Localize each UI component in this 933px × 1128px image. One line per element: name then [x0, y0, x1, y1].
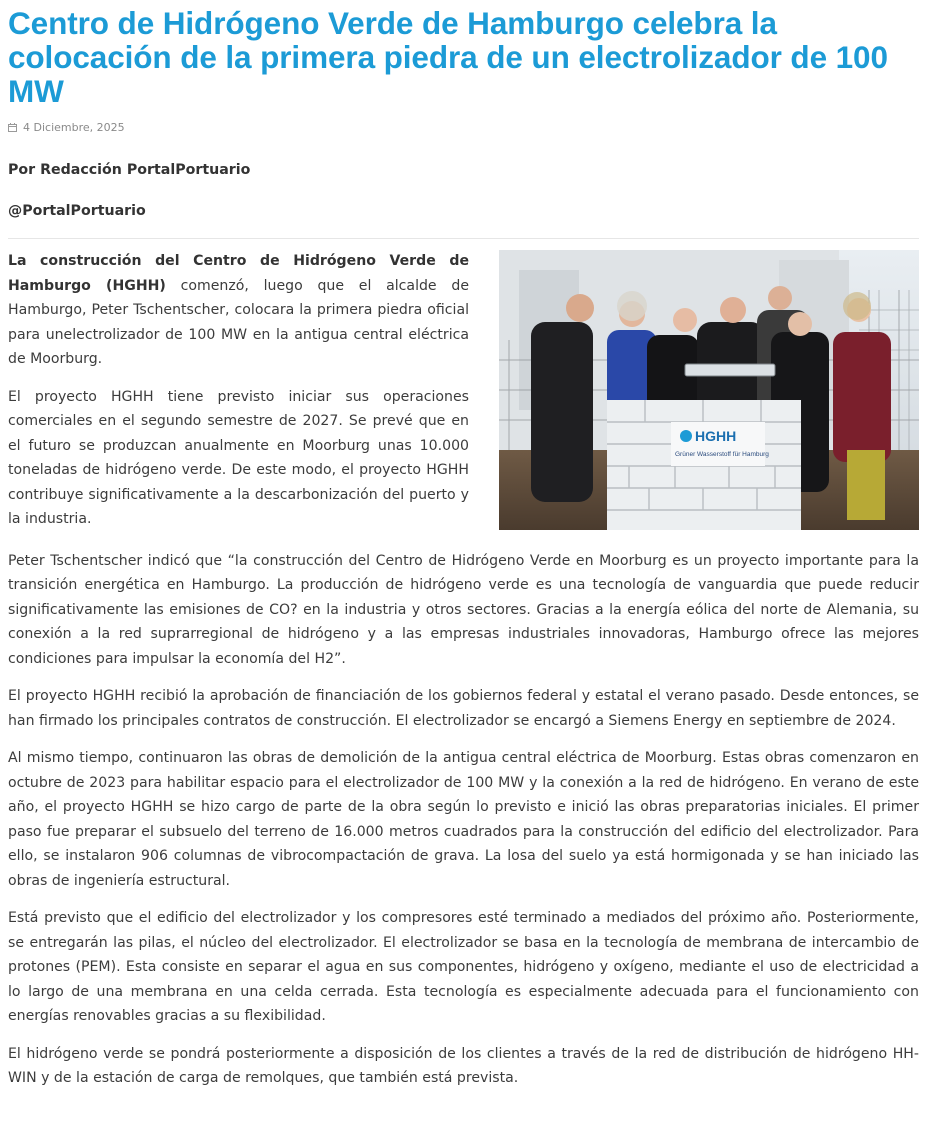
lead-rest: comenzó, luego que el alcalde de Hamburgo, Peter Tschentscher, colocara la primera piedra oficial para unelectrolizador de 100 MW en la antigua central eléctrica de Moorburg. — [8, 277, 469, 367]
ceremony-photo — [499, 250, 919, 530]
paragraph-3: El proyecto HGHH recibió la aprobación de financiación de los gobiernos federal y estatal el verano pasado. Desde entonces, se han firmado los principales contratos de construcción. El electrolizador se encargó a Siemens Energy en septiembre de 2024. — [8, 688, 919, 729]
lead-bold: La construcción del Centro de Hidrógeno Verde de Hamburgo (HGHH) — [8, 253, 469, 294]
paragraph-4: Al mismo tiempo, continuaron las obras de demolición de la antigua central eléctrica de Moorburg. Estas obras comenzaron en octubre de 2023 para habilitar espacio para el electrolizador de 100 MW y la conexión a la red de hidrógeno. En verano de este año, el proyecto HGHH se hizo cargo de parte de la obra según lo previsto e inició las obras preparatorias iniciales. El primer paso fue preparar el subsuelo del terreno de 16.000 metros cuadrados para la construcción del edificio del electrolizador. Para ello, se instalaron 906 columnas de vibrocompactación de grava. La losa del suelo ya está hormigonada y se han iniciado las obras de ingeniería estructural. — [8, 750, 919, 889]
paragraph-6: El hidrógeno verde se pondrá posteriormente a disposición de los clientes a través de la red de distribución de hidrógeno HH-WIN y de la estación de carga de remolques, que también está prevista. — [8, 1045, 919, 1086]
article-byline: Por Redacción PortalPortuario — [8, 162, 251, 178]
divider — [8, 238, 919, 239]
sign-logo: HGHH — [695, 428, 737, 444]
article-body — [8, 249, 919, 1091]
paragraph-1: El proyecto HGHH tiene previsto iniciar sus operaciones comerciales en el segundo semestre de 2027. Se prevé que en el futuro se produzcan anualmente en Moorburg unas 10.000 toneladas de hidrógeno verde. De este modo, el proyecto HGHH contribuye significativamente a la descarbonización del puerto y la industria. — [8, 388, 469, 527]
article — [8, 0, 919, 1091]
paragraph-5: Está previsto que el edificio del electrolizador y los compresores esté terminado a mediados del próximo año. Posteriormente, se entregarán las pilas, el núcleo del electrolizador. El electrolizador se basa en la tecnología de membrana de intercambio de protones (PEM). Esta consiste en separar el agua en sus componentes, hidrógeno y oxígeno, mediante el uso de electricidad a lo largo de una membrana en una celda cerrada. Esta tecnología es especialmente adecuada para el funcionamiento con energías renovables gracias a su flexibilidad. — [8, 910, 919, 1024]
calendar-icon — [8, 123, 17, 132]
paragraph-2: Peter Tschentscher indicó que “la construcción del Centro de Hidrógeno Verde en Moorburg es un proyecto importante para la transición energética en Hamburgo. La producción de hidrógeno verde es una tecnología de vanguardia que puede reducir significativamente las emisiones de CO? en la industria y otros sectores. Gracias a la energía eólica del norte de Alemania, su conexión a la red suprarregional de hidrógeno y a las empresas industriales innovadoras, Hamburgo ofrece las mejores condiciones para impulsar la economía del H2”. — [8, 552, 919, 667]
article-title: Centro de Hidrógeno Verde de Hamburgo celebra la colocación de la primera piedra de un electrolizador de 100 MW — [8, 5, 888, 109]
article-date — [8, 120, 919, 134]
sign-caption: Grüner Wasserstoff für Hamburg — [675, 451, 769, 458]
article-photo[interactable] — [499, 250, 919, 530]
author-handle[interactable]: @PortalPortuario — [8, 203, 146, 219]
date-text: 4 Diciembre, 2025 — [23, 120, 125, 134]
